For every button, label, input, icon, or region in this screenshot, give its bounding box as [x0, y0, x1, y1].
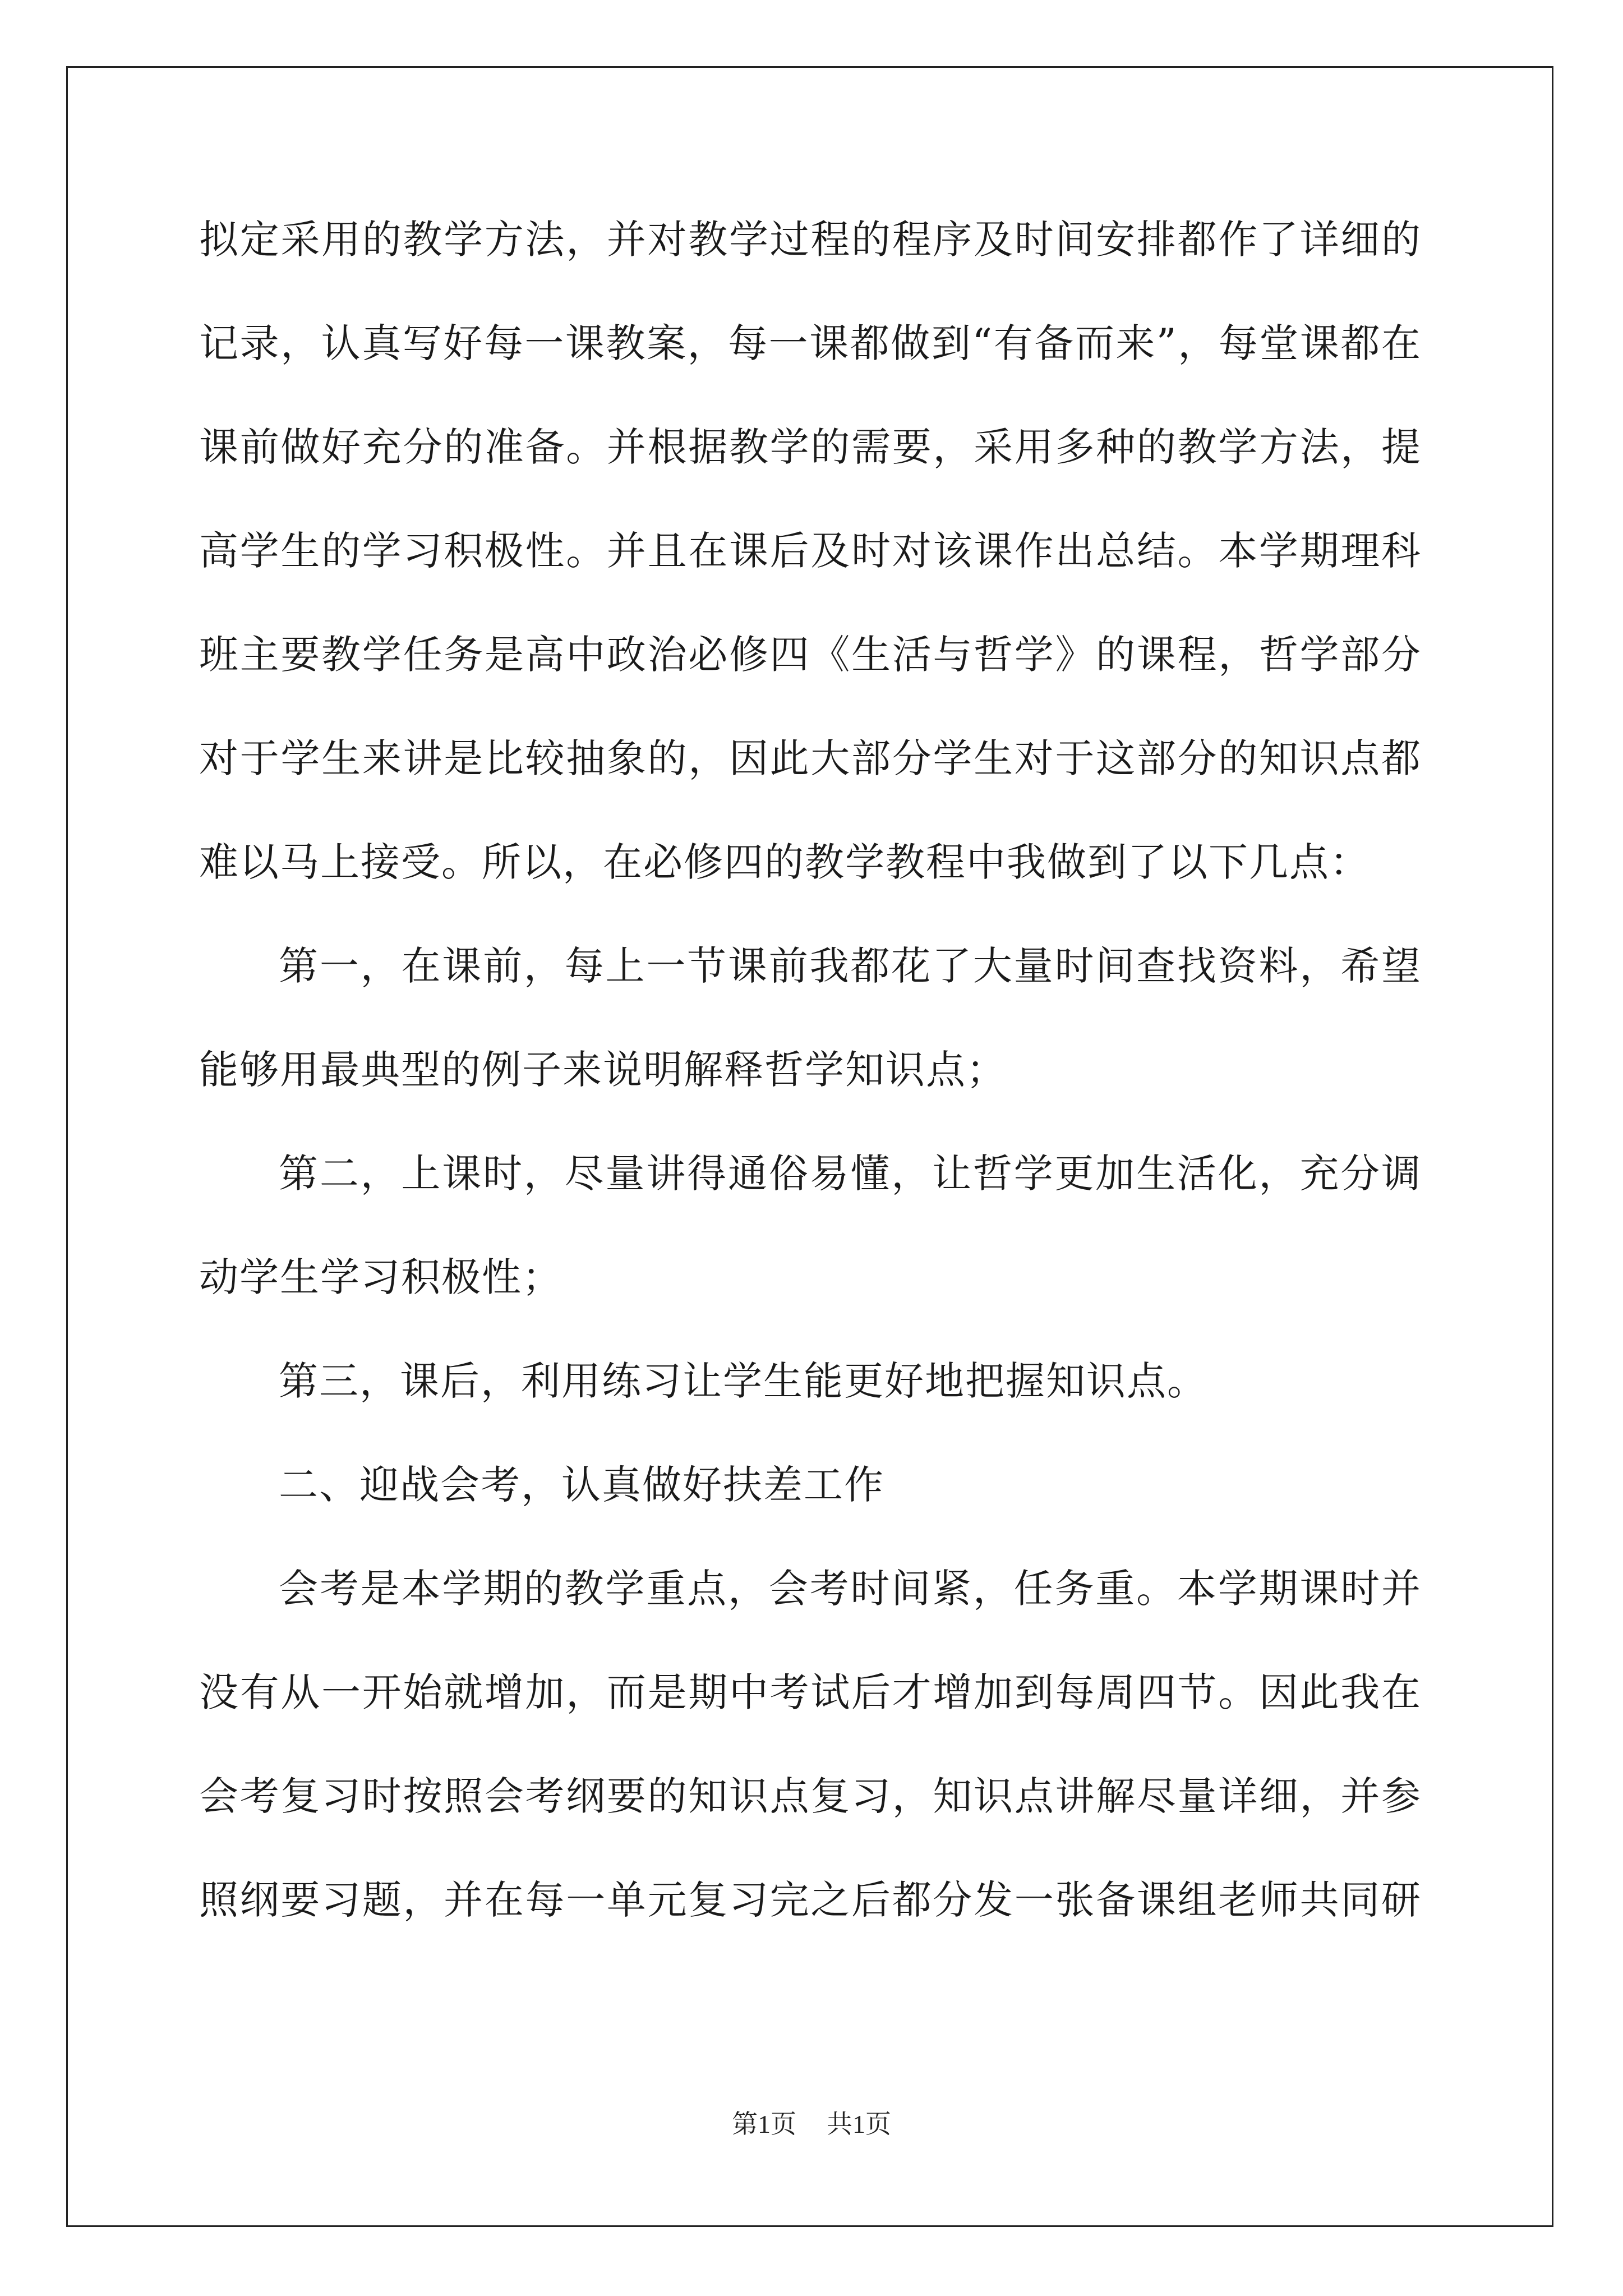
paragraph-line: 能够用最典型的例子来说明解释哲学知识点；	[199, 1047, 1007, 1093]
paragraph-line: 没有从一开始就增加，而是期中考试后才增加到每周四节。因此我在	[199, 1669, 1422, 1715]
paragraph-line: 难以马上接受。所以，在必修四的教学教程中我做到了以下几点：	[199, 839, 1370, 885]
paragraph-line: 高学生的学习积极性。并且在课后及时对该课作出总结。本学期理科	[199, 528, 1422, 574]
paragraph-line: 班主要教学任务是高中政治必修四《生活与哲学》的课程，哲学部分	[199, 632, 1422, 678]
paragraph-line: 第一，在课前，每上一节课前我都花了大量时间查找资料，希望	[279, 943, 1422, 989]
paragraph-line: 动学生学习积极性；	[199, 1254, 562, 1300]
section-heading: 二、迎战会考，认真做好扶差工作	[279, 1462, 884, 1508]
paragraph-line: 拟定采用的教学方法，并对教学过程的程序及时间安排都作了详细的	[199, 217, 1422, 263]
paragraph-line: 照纲要习题，并在每一单元复习完之后都分发一张备课组老师共同研	[199, 1877, 1422, 1923]
paragraph-line: 会考是本学期的教学重点，会考时间紧，任务重。本学期课时并	[279, 1566, 1422, 1612]
paragraph-line: 记录，认真写好每一课教案，每一课都做到“有备而来”，每堂课都在	[199, 320, 1422, 366]
paragraph-line: 第三，课后，利用练习让学生能更好地把握知识点。	[279, 1358, 1207, 1404]
paragraph-line: 对于学生来讲是比较抽象的，因此大部分学生对于这部分的知识点都	[199, 735, 1422, 781]
page-number-total: 共1页	[827, 2110, 891, 2138]
page-footer	[0, 2104, 1623, 2141]
paragraph-line: 第二，上课时，尽量讲得通俗易懂，让哲学更加生活化，充分调	[279, 1151, 1422, 1197]
page-number-current: 第1页	[732, 2110, 796, 2138]
paragraph-line: 课前做好充分的准备。并根据教学的需要，采用多种的教学方法，提	[199, 424, 1422, 470]
paragraph-line: 会考复习时按照会考纲要的知识点复习，知识点讲解尽量详细，并参	[199, 1773, 1422, 1819]
document-body	[199, 209, 1422, 1973]
